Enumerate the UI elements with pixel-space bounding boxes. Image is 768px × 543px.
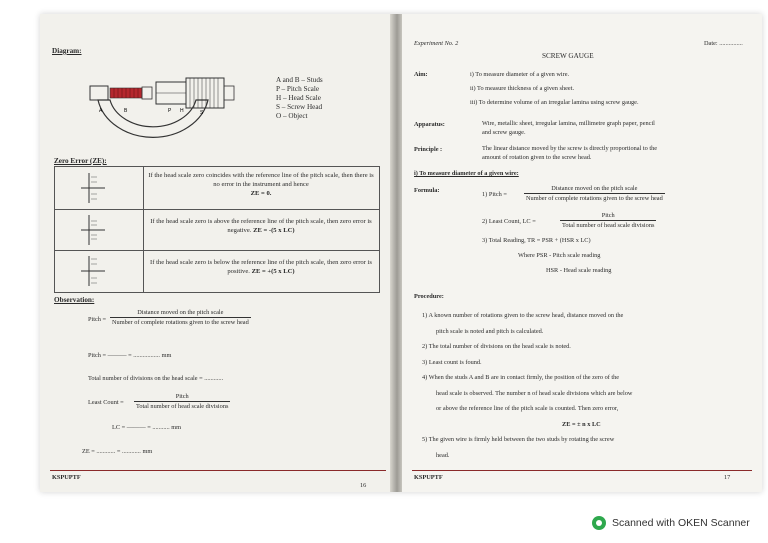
pitch-denominator: Number of complete rotations given to the screw head bbox=[112, 319, 249, 326]
least-count-denominator: Total number of head scale divisions bbox=[136, 403, 229, 410]
aim-label: Aim: bbox=[414, 71, 428, 78]
procedure-formula: ZE = ± n x LC bbox=[562, 420, 601, 428]
formula-1-denominator: Number of complete rotations given to the screw head bbox=[526, 195, 663, 202]
apparatus-line: and screw gauge. bbox=[482, 129, 526, 136]
svg-text:H: H bbox=[180, 108, 184, 114]
list-item: ii) To measure thickness of a given sheet. bbox=[470, 85, 575, 92]
svg-text:B: B bbox=[124, 108, 128, 114]
aim-list bbox=[470, 68, 639, 110]
screw-gauge-diagram bbox=[80, 60, 260, 156]
procedure-list bbox=[422, 308, 632, 463]
procedure-line: 2) The total number of divisions on the head scale is noted. bbox=[422, 343, 571, 350]
apparatus-line: Wire, metallic sheet, irregular lamina, millimetre graph paper, pencil bbox=[482, 120, 655, 127]
zero-error-description: If the head scale zero is above the reference line of the pitch scale, then zero error is negative. bbox=[150, 218, 372, 234]
zero-error-formula: ZE = -(5 x LC) bbox=[253, 227, 295, 234]
legend-item: H – Head Scale bbox=[276, 94, 321, 102]
principle-text bbox=[482, 144, 657, 162]
where-psr: Where PSR - Pitch scale reading bbox=[518, 252, 601, 259]
procedure-line: 1) A known number of rotations given to the screw head, distance moved on the bbox=[422, 312, 624, 319]
least-count-fraction bbox=[134, 392, 230, 411]
zero-error-table bbox=[54, 166, 380, 293]
procedure-line: head. bbox=[436, 451, 450, 459]
zero-error-text bbox=[147, 171, 375, 198]
diagram-heading: Diagram: bbox=[52, 47, 82, 55]
formula-label: Formula: bbox=[414, 187, 440, 194]
principle-line: The linear distance moved by the screw is directly proportional to the bbox=[482, 145, 658, 152]
scanner-watermark bbox=[592, 516, 750, 530]
experiment-number: Experiment No. 2 bbox=[414, 40, 459, 47]
oken-scanner-logo-icon bbox=[592, 516, 606, 530]
page-number: 17 bbox=[724, 474, 731, 481]
zero-error-text bbox=[147, 258, 375, 276]
zero-error-description: If the head scale zero is below the reference line of the pitch scale, then zero error is positive. bbox=[150, 259, 372, 275]
formula-1-label: 1) Pitch = bbox=[482, 191, 507, 198]
zero-error-text bbox=[147, 217, 375, 235]
footer-label: KSPUPTF bbox=[52, 474, 81, 481]
procedure-heading: Procedure: bbox=[414, 293, 444, 300]
apparatus-text bbox=[482, 119, 655, 137]
procedure-line: 5) The given wire is firmly held between the two studs by rotating the screw bbox=[422, 436, 615, 443]
formula-3: 3) Total Reading, TR = PSR + (HSR x LC) bbox=[482, 237, 591, 244]
open-book bbox=[40, 14, 762, 492]
zero-error-calculation: ZE = ............ = ............ mm bbox=[82, 448, 153, 455]
page-title: SCREW GAUGE bbox=[542, 52, 594, 60]
where-hsr: HSR - Head scale reading bbox=[546, 267, 612, 274]
scanner-watermark-text: Scanned with OKEN Scanner bbox=[612, 517, 750, 529]
legend-item: P – Pitch Scale bbox=[276, 85, 320, 93]
total-divisions-line: Total number of divisions on the head scale = ............ bbox=[88, 375, 224, 382]
svg-text:A: A bbox=[99, 108, 103, 114]
left-page bbox=[40, 14, 392, 492]
footer-rule bbox=[50, 470, 386, 471]
least-count-numerator: Pitch bbox=[175, 393, 189, 400]
legend-item: S – Screw Head bbox=[276, 103, 323, 111]
zero-error-description: If the head scale zero coincides with the reference line of the pitch scale, then there is no error in the instrument and hence bbox=[148, 172, 374, 188]
list-item: iii) To determine volume of an irregular lamina using screw gauge. bbox=[470, 99, 639, 106]
zero-error-formula: ZE = +(5 x LC) bbox=[251, 268, 295, 275]
zero-error-scale-image bbox=[55, 250, 144, 292]
formula-1-numerator: Distance moved on the pitch scale bbox=[551, 185, 638, 192]
formula-2-label: 2) Least Count, LC = bbox=[482, 218, 536, 225]
least-count-calculation: LC = ——— = ........... mm bbox=[112, 424, 182, 431]
zero-error-formula: ZE = 0. bbox=[250, 190, 272, 197]
procedure-line: head scale is observed. The number n of head scale divisions which are below bbox=[436, 389, 633, 397]
zero-error-scale-image bbox=[55, 167, 144, 209]
legend-item: A and B – Studs bbox=[276, 76, 323, 84]
right-page bbox=[402, 14, 762, 492]
table-row bbox=[55, 250, 379, 292]
table-row bbox=[55, 209, 379, 251]
list-item: i) To measure diameter of a given wire. bbox=[470, 71, 570, 78]
section-heading: i) To measure diameter of a given wire: bbox=[414, 170, 519, 177]
svg-text:P: P bbox=[168, 108, 172, 114]
formula-1-fraction bbox=[524, 184, 665, 203]
page-number: 16 bbox=[360, 482, 367, 489]
principle-label: Principle : bbox=[414, 146, 443, 153]
procedure-line: pitch scale is noted and pitch is calculated. bbox=[436, 327, 544, 335]
diagram-legend bbox=[276, 76, 323, 121]
svg-text:S: S bbox=[200, 110, 204, 116]
observation-heading: Observation: bbox=[54, 296, 95, 304]
formula-2-denominator: Total number of head scale divisions bbox=[562, 222, 655, 229]
principle-line: amount of rotation given to the screw head. bbox=[482, 154, 592, 161]
procedure-line: 3) Least count is found. bbox=[422, 358, 482, 366]
date-field: Date: ............... bbox=[704, 40, 743, 47]
legend-item: O – Object bbox=[276, 112, 308, 120]
least-count-label: Least Count = bbox=[88, 399, 124, 406]
apparatus-label: Apparatus: bbox=[414, 121, 445, 128]
pitch-label: Pitch = bbox=[88, 316, 107, 323]
pitch-calculation: Pitch = ——— = ................. mm bbox=[88, 352, 172, 359]
footer-rule bbox=[412, 470, 752, 471]
pitch-numerator: Distance moved on the pitch scale bbox=[137, 309, 224, 316]
table-row bbox=[55, 167, 379, 210]
procedure-line: 4) When the studs A and B are in contact firmly, the position of the zero of the bbox=[422, 374, 620, 381]
pitch-fraction bbox=[110, 308, 251, 327]
zero-error-heading: Zero Error (ZE): bbox=[54, 157, 107, 165]
footer-label: KSPUPTF bbox=[414, 474, 443, 481]
zero-error-scale-image bbox=[55, 209, 144, 250]
formula-2-fraction bbox=[560, 211, 656, 230]
procedure-line: or above the reference line of the pitch scale is counted. Then zero error, bbox=[436, 405, 619, 412]
formula-2-numerator: Pitch bbox=[601, 212, 615, 219]
